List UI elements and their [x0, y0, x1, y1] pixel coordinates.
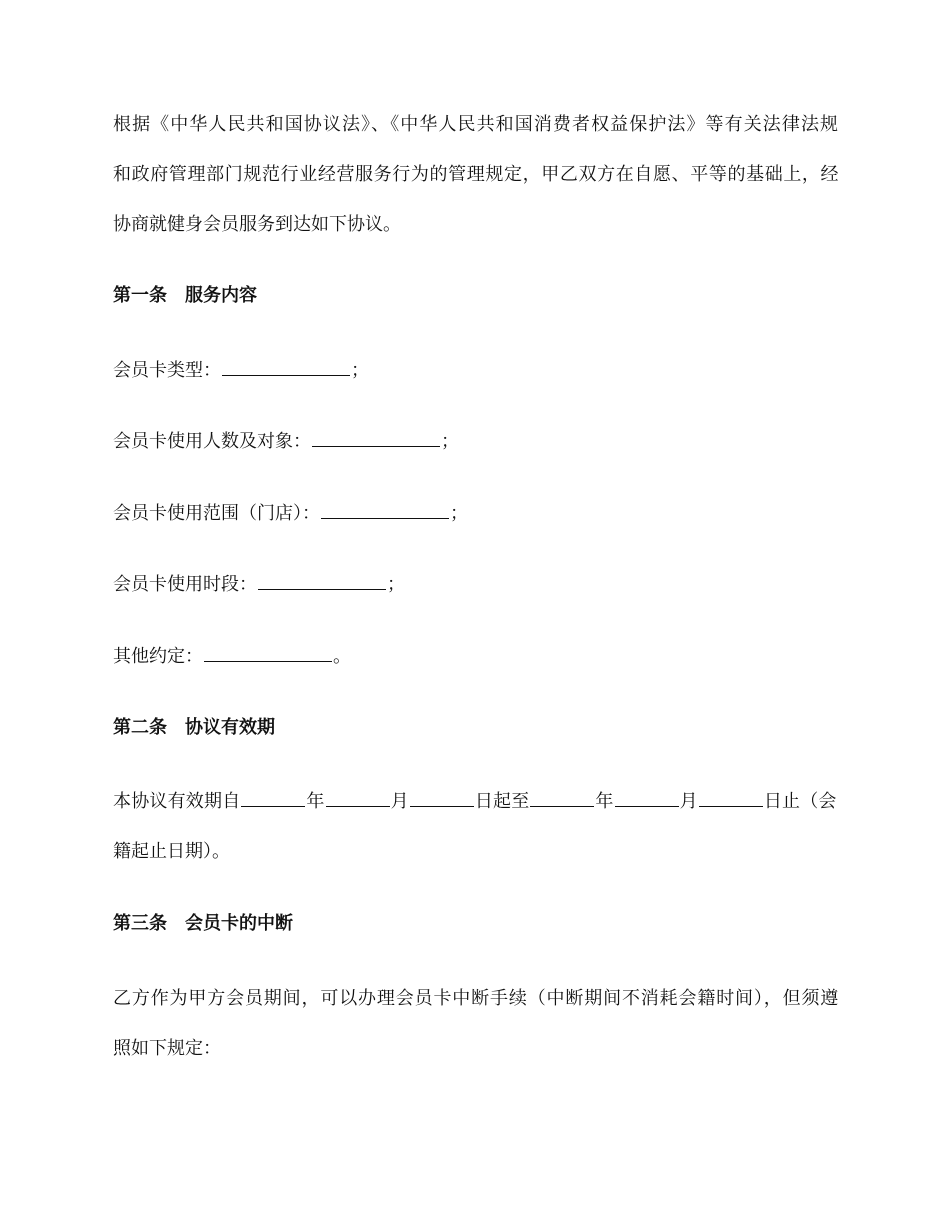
start-day-label: 日起至 — [474, 791, 530, 812]
intro-line-1: 根据《中华人民共和国协议法》、《中华人民共和国消费者权益保护法》等有关法律法规 — [113, 114, 840, 135]
article3-heading: 第三条 会员卡的中断 — [113, 913, 293, 934]
article3-line-1: 乙方作为甲方会员期间，可以办理会员卡中断手续（中断期间不消耗会籍时间），但须遵 — [113, 988, 840, 1009]
validity-prefix: 本协议有效期自 — [113, 791, 241, 812]
start-month-blank[interactable] — [326, 805, 390, 807]
end-day-blank[interactable] — [699, 805, 763, 807]
end-day-label: 日止（会 — [763, 791, 837, 812]
intro-line-3: 协商就健身会员服务到达如下协议。 — [113, 214, 401, 235]
article3-line-2: 照如下规定： — [113, 1038, 221, 1059]
field-period-end: ； — [387, 574, 405, 595]
users-blank[interactable] — [312, 445, 440, 447]
start-year-blank[interactable] — [241, 805, 305, 807]
start-month-label: 月 — [390, 791, 409, 812]
field-card-type — [113, 352, 839, 389]
field-users-end: ； — [441, 431, 459, 452]
start-year-label: 年 — [306, 791, 325, 812]
article1-heading: 第一条 服务内容 — [113, 285, 257, 306]
field-other — [113, 638, 839, 675]
field-other-end: 。 — [333, 646, 351, 667]
field-scope-end: ； — [450, 503, 468, 524]
end-year-label: 年 — [595, 791, 614, 812]
scope-blank[interactable] — [321, 517, 449, 519]
field-card-type-end: ； — [351, 360, 369, 381]
field-other-label: 其他约定： — [113, 646, 203, 667]
field-scope — [113, 495, 839, 532]
period-blank[interactable] — [258, 588, 386, 590]
article2-heading: 第二条 协议有效期 — [113, 717, 275, 738]
field-users-label: 会员卡使用人数及对象： — [113, 431, 311, 452]
end-month-label: 月 — [679, 791, 698, 812]
end-year-blank[interactable] — [530, 805, 594, 807]
field-scope-label: 会员卡使用范围（门店）： — [113, 503, 320, 524]
other-blank[interactable] — [204, 660, 332, 662]
card-type-blank[interactable] — [222, 374, 350, 376]
validity-line-2: 籍起止日期）。 — [113, 841, 230, 862]
field-period-label: 会员卡使用时段： — [113, 574, 257, 595]
validity-line-1 — [113, 783, 837, 820]
intro-line-2: 和政府管理部门规范行业经营服务行为的管理规定，甲乙双方在自愿、平等的基础上，经 — [113, 164, 840, 185]
end-month-blank[interactable] — [615, 805, 679, 807]
start-day-blank[interactable] — [410, 805, 474, 807]
field-period — [113, 566, 839, 603]
field-card-type-label: 会员卡类型： — [113, 360, 221, 381]
field-users — [113, 423, 839, 460]
